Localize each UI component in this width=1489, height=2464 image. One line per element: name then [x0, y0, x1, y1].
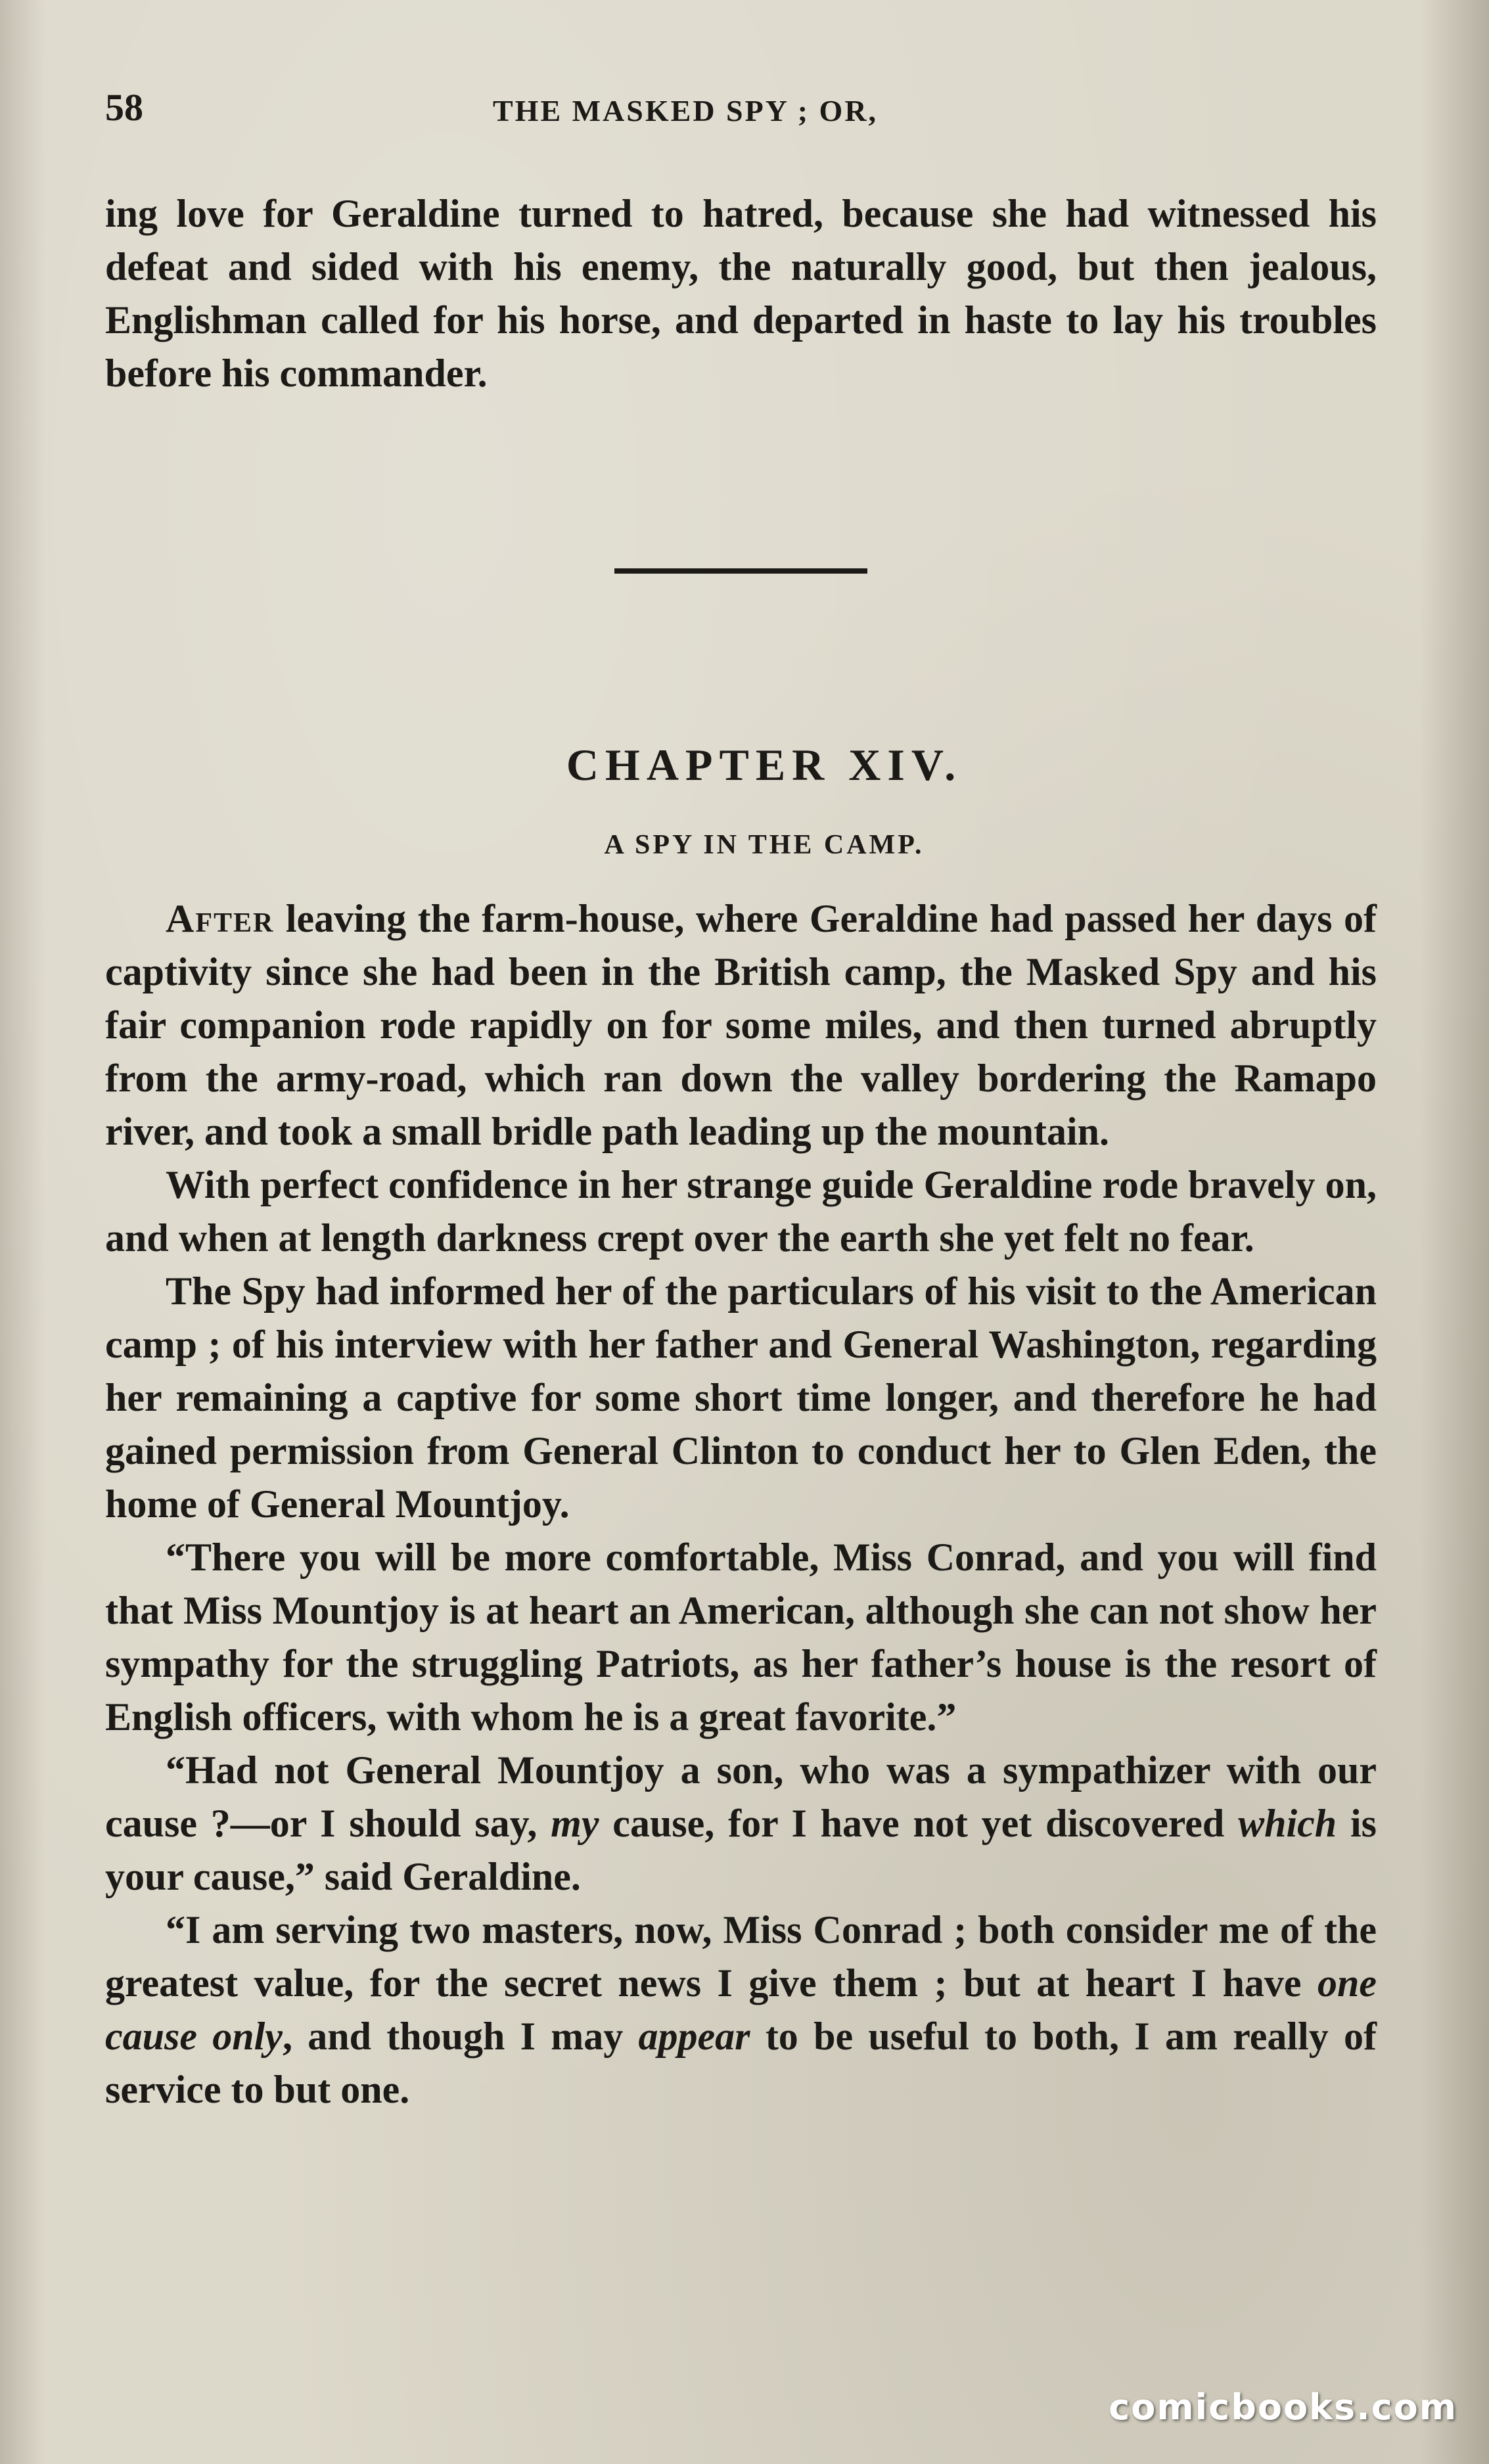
chapter-subtitle: A SPY IN THE CAMP. — [604, 830, 925, 860]
intro-paragraph: ing love for Geraldine turned to hatred, because she had witnessed his defeat and sided with his enemy, the naturally good, but then jealous, Englishman called for his horse, and departed in haste to lay his troubles before his commander. — [105, 192, 1377, 395]
paragraph: With perfect confidence in her strange guide Geraldine rode bravely on, and when at length darkness crept over the earth she yet felt no fear. — [105, 1163, 1377, 1260]
paragraph-text: leaving the farm-house, where Geraldine had passed her days of captivity since she had been in the British camp, the Masked Spy and his fair companion rode rapidly on for some miles, and then turned abruptly from the army-road, which ran down the valley bordering the Ramapo river, and took a small bridle path leading up the mountain. — [105, 897, 1377, 1153]
running-head: THE MASKED SPY ; OR, — [493, 94, 879, 127]
watermark: comicbooks.com — [1109, 2386, 1457, 2428]
paragraph — [105, 892, 1377, 1158]
paragraph-text: “Had not General Mountjoy a son, who was a sympathizer with our cause ?—or I should say, — [105, 1748, 1377, 1845]
emphasis-text: which — [1238, 1802, 1337, 1845]
page-number: 58 — [105, 86, 143, 129]
section-divider-rule — [614, 568, 867, 574]
paragraph — [105, 1904, 1377, 2116]
emphasis-text: one cause only — [105, 1961, 1377, 2058]
emphasis-text: appear — [638, 2015, 750, 2058]
paragraph-text: to be useful to both, I am really of service to but one. — [105, 2015, 1377, 2111]
paragraph-text: “I am serving two masters, now, Miss Conrad ; both consider me of the greatest value, for the secret news I give them ; but at heart I have — [105, 1908, 1377, 2005]
page-header — [105, 85, 1380, 138]
paragraph: “There you will be more comfortable, Miss Conrad, and you will find that Miss Mountjoy is at heart an American, although she can not show her sympathy for the struggling Patriots, as her father’s house is the resort of English officers, with whom he is a great favorite.” — [105, 1536, 1377, 1739]
paragraph-text: cause, for I have not yet discovered — [599, 1802, 1239, 1845]
paragraph-text: , and though I may — [282, 2015, 639, 2058]
paragraph — [105, 1744, 1377, 1904]
paragraph: The Spy had informed her of the particulars of his visit to the American camp ; of his interview with her father and General Washington, regarding her remaining a captive for some short time longer, and therefore he had gained permission from General Clinton to conduct her to Glen Eden, the home of General Mountjoy. — [105, 1269, 1377, 1526]
chapter-body — [105, 892, 1377, 2116]
emphasis-text: my — [551, 1802, 599, 1845]
paragraph-text: is your cause,” said Geraldine. — [105, 1802, 1377, 1898]
chapter-title: CHAPTER XIV. — [566, 740, 963, 790]
dropcap-word: After — [166, 897, 275, 940]
